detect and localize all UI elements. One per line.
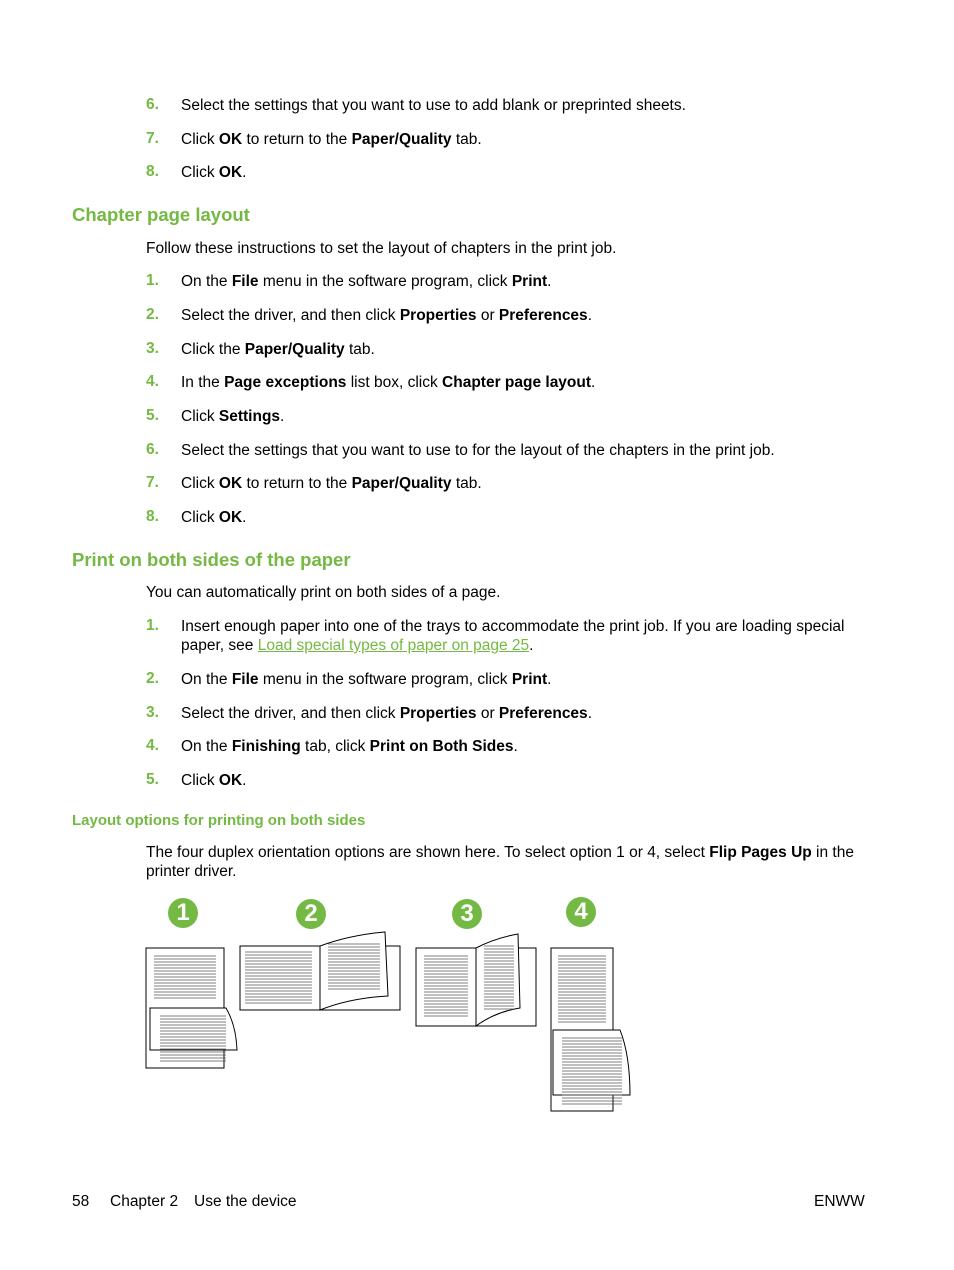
step-number: 1. [146,617,159,634]
footer-chapter: Chapter 2 [110,1193,179,1210]
step-text-part: tab. [451,475,482,492]
step-number: 8. [146,163,159,180]
step-text-part: . [242,772,247,789]
step-text-part: Click [181,164,219,181]
step-bold-term: Paper/Quality [351,475,452,492]
step-bold-term: Finishing [231,738,301,755]
step-bold-term: Paper/Quality [244,341,345,358]
step-text-part: menu in the software program, click [258,671,512,688]
step-text-part: Click the [181,341,245,358]
step-text-part: Insert enough paper into one of the trays to accommodate the print job. If you are loading special paper, see [181,618,845,654]
intro-bold: Flip Pages Up [709,844,812,861]
step-bold-term: Print [511,671,548,688]
step-text-part: On the [181,671,232,688]
step-number: 7. [146,130,159,147]
section-heading-chapter-page-layout: Chapter page layout [72,204,250,225]
option-badge-3: 3 [452,899,482,929]
step-bold-term: Settings [218,408,281,425]
step-number: 4. [146,737,159,754]
step-text-part: tab. [344,341,375,358]
step-text-part: . [547,273,552,290]
step-number: 6. [146,96,159,113]
step-text-part: menu in the software program, click [258,273,512,290]
step-text-part: . [280,408,285,425]
step-bold-term: OK [218,164,243,181]
step-text-part: On the [181,273,232,290]
intro-part: The four duplex orientation options are shown here. To select option 1 or 4, select [146,844,710,861]
step-text-part: Select the settings that you want to use to add blank or preprinted sheets. [181,97,686,114]
step-text-part: Select the driver, and then click [181,307,400,324]
step-text-part: Click [181,131,219,148]
step-text-part: tab. [451,131,482,148]
step-bold-term: Preferences [498,705,588,722]
step-bold-term: Paper/Quality [351,131,452,148]
step-bold-term: Chapter page layout [442,374,592,391]
step-bold-term: Properties [399,705,477,722]
load-special-paper-link[interactable]: Load special types of paper on page 25 [257,637,530,654]
step-bold-term: Print [511,273,548,290]
step-bold-term: Print on Both Sides [369,738,514,755]
step-text-part: . [587,705,592,722]
step-bold-term: OK [218,509,243,526]
step-text-part: Click [181,772,219,789]
step-number: 8. [146,508,159,525]
step-text-part: . [242,509,247,526]
option-badge-2: 2 [296,899,326,929]
step-text-part: . [547,671,552,688]
step-text-part: to return to the [242,131,352,148]
step-number: 3. [146,340,159,357]
step-bold-term: Properties [399,307,477,324]
page-number: 58 [72,1193,90,1210]
option-1-illustration [146,948,237,1068]
step-text-part: . [242,164,247,181]
step-text-part: or [476,705,499,722]
step-text-part: In the [181,374,225,391]
step-text-part: Click [181,408,219,425]
step-number: 3. [146,704,159,721]
step-bold-term: Page exceptions [224,374,347,391]
step-text-part: On the [181,738,232,755]
step-text-part: . [587,307,592,324]
step-bold-term: OK [218,772,243,789]
step-number: 7. [146,474,159,491]
step-text-part: . [513,738,518,755]
step-text-part: list box, click [346,374,443,391]
footer-chapter-title: Use the device [194,1193,297,1210]
section-heading-print-both-sides: Print on both sides of the paper [72,549,351,570]
section-intro: Follow these instructions to set the layout of chapters in the print job. [146,240,617,257]
step-bold-term: File [231,671,259,688]
step-text-part: to return to the [242,475,352,492]
step-text-part: . [591,374,596,391]
step-bold-term: OK [218,131,243,148]
step-text-part: tab, click [300,738,370,755]
section-intro: You can automatically print on both sides of a page. [146,584,501,601]
step-bold-term: File [231,273,259,290]
step-number: 6. [146,441,159,458]
step-text-part: Click [181,509,219,526]
subsection-heading-layout-options: Layout options for printing on both sides [72,812,366,829]
footer-enww: ENWW [814,1193,865,1210]
step-text-part: . [529,637,534,654]
intro-part: in the printer driver. [146,844,854,880]
step-bold-term: Preferences [498,307,588,324]
step-text-part: or [476,307,499,324]
step-number: 2. [146,670,159,687]
step-number: 5. [146,771,159,788]
step-number: 1. [146,272,159,289]
option-4-illustration [551,948,630,1111]
step-text-part: Select the driver, and then click [181,705,400,722]
step-number: 2. [146,306,159,323]
option-badge-1: 1 [168,898,198,928]
option-badge-4: 4 [566,897,596,927]
step-text-part: Click [181,475,219,492]
step-bold-term: OK [218,475,243,492]
step-number: 5. [146,407,159,424]
step-number: 4. [146,373,159,390]
step-text-part: Select the settings that you want to use to for the layout of the chapters in the print job. [181,442,775,459]
